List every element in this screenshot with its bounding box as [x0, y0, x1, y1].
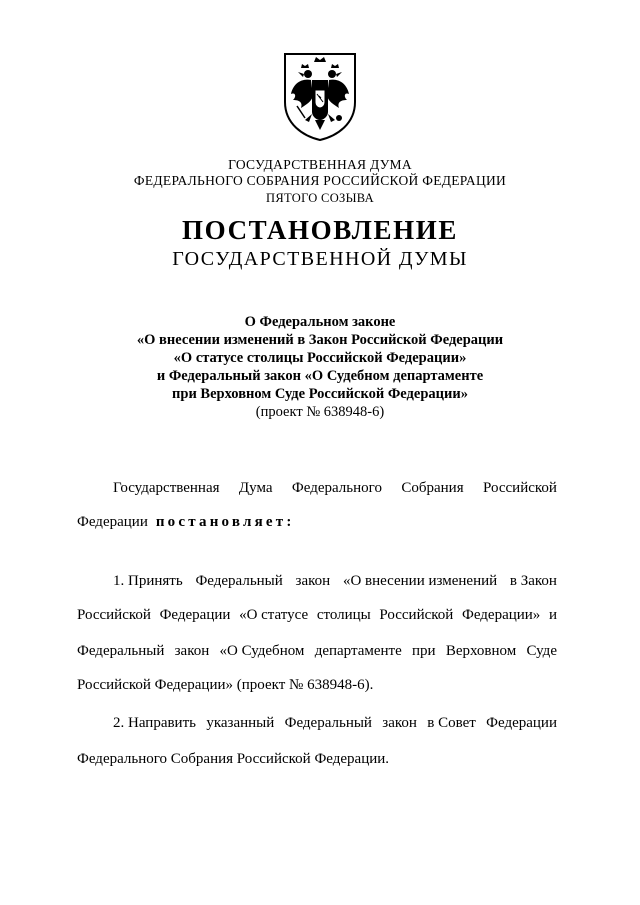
word: «О внесении изменений	[342, 573, 498, 589]
word: столицы	[316, 607, 371, 623]
item1-line-1	[113, 571, 557, 591]
word: и	[548, 607, 557, 623]
resolves-word: постановляет:	[155, 514, 295, 530]
word: Верховном	[445, 643, 517, 659]
subject-line: «О внесении изменений в Закон Российской Федерации	[136, 332, 504, 348]
word: Дума	[238, 480, 273, 496]
word: Государственная	[113, 480, 220, 496]
word: в Закон	[509, 573, 557, 589]
word: Собрания	[401, 480, 464, 496]
word: Суде	[526, 643, 557, 659]
word: Российской	[379, 607, 454, 623]
word: Федерации»	[461, 607, 541, 623]
word: Федерации	[486, 715, 557, 731]
word: Федерации	[159, 607, 231, 623]
word: Федерального	[291, 480, 382, 496]
word: 1. Принять	[113, 573, 183, 589]
word: закон	[382, 715, 417, 731]
word: при	[412, 643, 436, 659]
word: Федеральный	[195, 573, 283, 589]
word: Федеральный	[284, 715, 372, 731]
item2-line-1	[113, 713, 557, 733]
word: в Совет	[427, 715, 476, 731]
word: Российской	[77, 607, 151, 623]
subject-line: «О статусе столицы Российской Федерации»	[173, 350, 467, 366]
word: «О Судебном	[219, 643, 305, 659]
item2-line-2: Федерального Собрания Российской Федерации.	[77, 751, 390, 767]
word: закон	[174, 643, 210, 659]
item1-line-4: Российской Федерации» (проект № 638948-6).	[77, 677, 374, 693]
chamber-name: ГОСУДАРСТВЕННАЯ ДУМА	[228, 157, 412, 172]
word: «О статусе	[239, 607, 309, 623]
project-number: (проект № 638948-6)	[255, 404, 385, 420]
word: Российской	[483, 480, 557, 496]
subject-line: при Верховном Суде Российской Федерации»	[172, 386, 468, 402]
document-issuer-title: ГОСУДАРСТВЕННОЙ ДУМЫ	[172, 248, 468, 270]
parliament-name: ФЕДЕРАЛЬНОГО СОБРАНИЯ РОССИЙСКОЙ ФЕДЕРАЦИИ	[133, 173, 507, 188]
subject-line: и Федеральный закон «О Судебном департаменте	[156, 368, 484, 384]
word: указанный	[206, 715, 275, 731]
subject-line: О Федеральном законе	[244, 314, 396, 330]
item1-line-2	[77, 605, 557, 625]
word: 2. Направить	[113, 715, 196, 731]
word: Федерации	[77, 514, 148, 530]
coat-of-arms-emblem	[281, 50, 359, 142]
word: Федеральный	[77, 643, 165, 659]
item1-line-3	[77, 641, 557, 661]
preamble-line-2	[77, 512, 557, 532]
preamble-line-1	[113, 478, 557, 498]
document-type-title: ПОСТАНОВЛЕНИЕ	[182, 215, 458, 245]
convocation: ПЯТОГО СОЗЫВА	[266, 191, 374, 205]
word: закон	[295, 573, 331, 589]
word: департаменте	[314, 643, 402, 659]
